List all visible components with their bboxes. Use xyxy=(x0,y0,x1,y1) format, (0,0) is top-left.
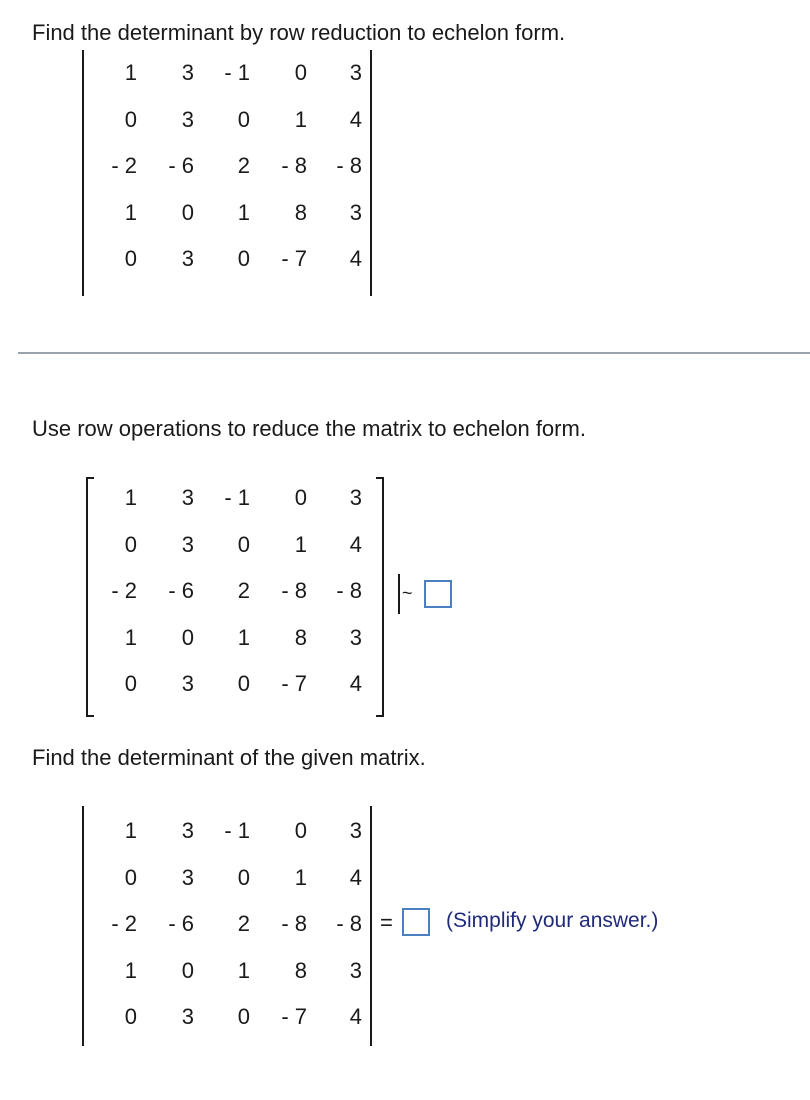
determinant-cell: 0 xyxy=(181,199,194,225)
determinant-answer-cell: 0 xyxy=(181,957,194,983)
determinant-cell: - 1 xyxy=(224,60,250,85)
determinant-answer-cell: 3 xyxy=(349,957,362,983)
row-reduction-cell: - 1 xyxy=(224,485,250,510)
determinant-cell: - 8 xyxy=(336,153,362,178)
determinant-answer-cell: 1 xyxy=(237,957,250,983)
row-reduction-cell: 0 xyxy=(124,671,137,696)
determinant-cell: - 2 xyxy=(111,153,137,178)
determinant-answer-cell: - 8 xyxy=(281,911,307,936)
determinant-answer-cell: 3 xyxy=(181,818,194,843)
determinant-cell: - 6 xyxy=(168,153,194,178)
determinant-answer-cell: 4 xyxy=(349,864,362,890)
determinant-answer-cell: 4 xyxy=(349,1004,362,1029)
row-reduction-cell: 3 xyxy=(181,671,194,696)
row-reduction-cell: 3 xyxy=(181,531,194,557)
determinant-cell: 3 xyxy=(181,246,194,271)
row-reduction-cell: 1 xyxy=(294,531,307,557)
row-reduction-cell: 8 xyxy=(294,624,307,650)
determinant-answer-cell: - 7 xyxy=(281,1004,307,1029)
determinant-cell: 1 xyxy=(237,199,250,225)
equals-sign: = xyxy=(380,910,393,935)
augment-bar xyxy=(398,574,400,614)
determinant-cell: 3 xyxy=(349,60,362,85)
determinant-instruction: Find the determinant of the given matrix. xyxy=(32,745,426,770)
determinant-answer-cell: 1 xyxy=(294,864,307,890)
determinant-right-bar xyxy=(370,50,372,296)
row-reduction-cell: 0 xyxy=(237,531,250,557)
determinant-cell: 2 xyxy=(237,153,250,178)
row-reduction-cell: 4 xyxy=(349,531,362,557)
section-divider xyxy=(18,352,810,354)
determinant-answer-cell: - 2 xyxy=(111,911,137,936)
determinant-answer-cell: 1 xyxy=(124,818,137,843)
determinant-answer-cell: - 1 xyxy=(224,818,250,843)
simplify-hint: (Simplify your answer.) xyxy=(446,909,659,932)
determinant-answer-cell: 0 xyxy=(237,864,250,890)
determinant-cell: - 8 xyxy=(281,153,307,178)
determinant-right-bar xyxy=(370,806,372,1046)
row-reduction-cell: - 6 xyxy=(168,578,194,603)
determinant-answer-cell: 0 xyxy=(124,864,137,890)
determinant-cell: - 7 xyxy=(281,246,307,271)
determinant-left-bar xyxy=(82,50,84,296)
determinant-cell: 8 xyxy=(294,199,307,225)
determinant-answer-cell: 3 xyxy=(349,818,362,843)
row-reduction-cell: 0 xyxy=(124,531,137,557)
determinant-cell: 1 xyxy=(124,199,137,225)
determinant-cell: 0 xyxy=(237,246,250,271)
row-reduction-cell: 1 xyxy=(124,624,137,650)
determinant-answer-cell: 3 xyxy=(181,864,194,890)
determinant-cell: 0 xyxy=(124,246,137,271)
determinant-answer-cell: - 8 xyxy=(336,911,362,936)
row-reduction-cell: 0 xyxy=(294,485,307,510)
row-reduction-cell: - 8 xyxy=(336,578,362,603)
determinant-cell: 4 xyxy=(349,106,362,132)
determinant-answer-cell: 0 xyxy=(237,1004,250,1029)
determinant-left-bar xyxy=(82,806,84,1046)
row-reduction-cell: - 2 xyxy=(111,578,137,603)
determinant-answer-cell: 0 xyxy=(294,818,307,843)
determinant-cell: 4 xyxy=(349,246,362,271)
determinant-cell: 1 xyxy=(124,60,137,85)
row-reduction-cell: 0 xyxy=(181,624,194,650)
determinant-cell: 3 xyxy=(349,199,362,225)
row-reduction-cell: 3 xyxy=(181,485,194,510)
determinant-cell: 0 xyxy=(294,60,307,85)
matrix-left-bracket xyxy=(86,477,94,717)
determinant-cell: 3 xyxy=(181,60,194,85)
row-reduction-cell: 4 xyxy=(349,671,362,696)
determinant-answer-cell: 2 xyxy=(237,911,250,936)
row-reduction-cell: 3 xyxy=(349,624,362,650)
determinant-answer-box[interactable] xyxy=(402,908,430,936)
determinant-answer-cell: 8 xyxy=(294,957,307,983)
determinant-answer-cell: - 6 xyxy=(168,911,194,936)
row-reduction-cell: 1 xyxy=(124,485,137,510)
matrix-right-bracket xyxy=(376,477,384,717)
row-reduction-cell: 1 xyxy=(237,624,250,650)
determinant-answer-cell: 3 xyxy=(181,1004,194,1029)
row-reduction-cell: - 8 xyxy=(281,578,307,603)
determinant-cell: 1 xyxy=(294,106,307,132)
determinant-cell: 0 xyxy=(124,106,137,132)
determinant-cell: 3 xyxy=(181,106,194,132)
row-reduction-cell: 3 xyxy=(349,485,362,510)
row-reduction-cell: - 7 xyxy=(281,671,307,696)
row-equivalence-symbol: ~ xyxy=(402,583,413,603)
determinant-answer-cell: 1 xyxy=(124,957,137,983)
row-reduction-instruction: Use row operations to reduce the matrix to echelon form. xyxy=(32,416,586,441)
row-reduction-cell: 2 xyxy=(237,578,250,603)
determinant-answer-cell: 0 xyxy=(124,1004,137,1029)
row-reduction-cell: 0 xyxy=(237,671,250,696)
problem-title: Find the determinant by row reduction to echelon form. xyxy=(32,20,566,45)
echelon-form-answer-box[interactable] xyxy=(424,580,452,608)
determinant-cell: 0 xyxy=(237,106,250,132)
